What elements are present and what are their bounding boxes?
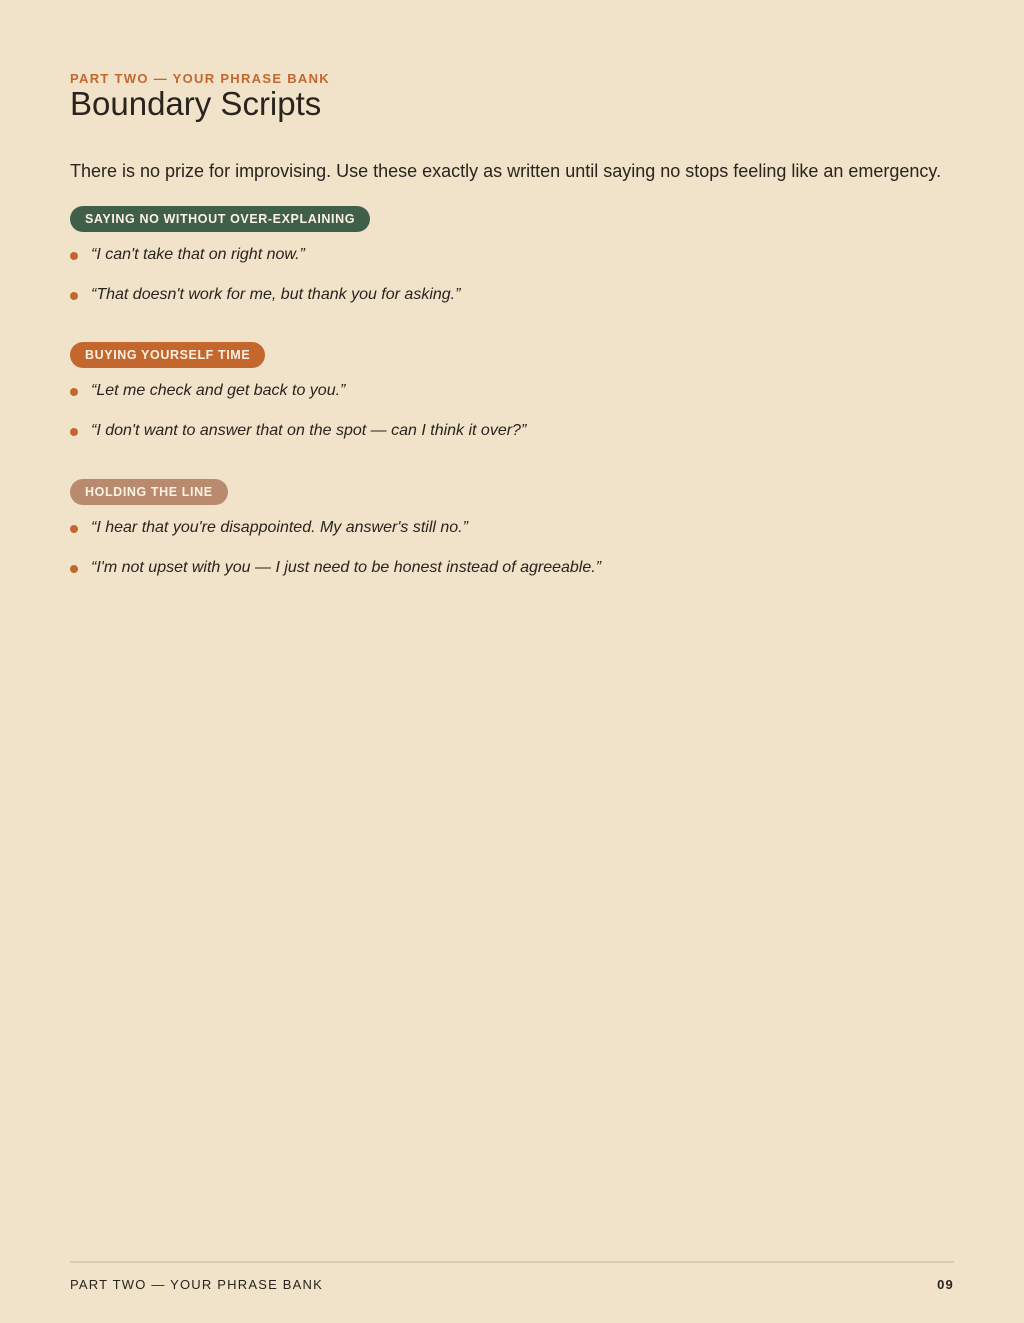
bullet-dot-icon	[70, 292, 78, 300]
section-kicker: PART TWO — YOUR PHRASE BANK	[70, 71, 330, 86]
category-pill: HOLDING THE LINE	[70, 479, 228, 505]
section-saying-no	[70, 206, 954, 306]
quote-list	[70, 244, 954, 306]
quote-text: “I can't take that on right now.”	[91, 246, 305, 263]
quote-list	[70, 517, 954, 579]
quote-item	[70, 557, 954, 579]
category-pill: SAYING NO WITHOUT OVER-EXPLAINING	[70, 206, 370, 232]
bullet-dot-icon	[70, 428, 78, 436]
quote-text: “Let me check and get back to you.”	[91, 382, 346, 399]
quote-item	[70, 244, 954, 266]
category-pill: BUYING YOURSELF TIME	[70, 342, 265, 368]
footer-divider	[70, 1261, 954, 1263]
page-title: Boundary Scripts	[70, 85, 322, 122]
bullet-dot-icon	[70, 525, 78, 533]
section-buying-time	[70, 342, 954, 442]
quote-item	[70, 517, 954, 539]
quote-text: “I'm not upset with you — I just need to be honest instead of agreeable.”	[91, 559, 602, 576]
page	[70, 0, 954, 1323]
quote-text: “I don't want to answer that on the spot — can I think it over?”	[91, 422, 527, 439]
page-number: 09	[937, 1277, 954, 1292]
quote-item	[70, 380, 954, 402]
bullet-dot-icon	[70, 388, 78, 396]
quote-text: “I hear that you're disappointed. My answer's still no.”	[91, 519, 468, 536]
footer-running-title: PART TWO — YOUR PHRASE BANK	[70, 1277, 323, 1292]
quote-text: “That doesn't work for me, but thank you for asking.”	[91, 286, 461, 303]
quote-item	[70, 284, 954, 306]
section-holding-line	[70, 479, 954, 579]
quote-list	[70, 380, 954, 442]
intro-paragraph: There is no prize for improvising. Use these exactly as written until saying no stops feeling like an emergency.	[70, 161, 942, 181]
bullet-dot-icon	[70, 252, 78, 260]
bullet-dot-icon	[70, 565, 78, 573]
quote-item	[70, 420, 954, 442]
